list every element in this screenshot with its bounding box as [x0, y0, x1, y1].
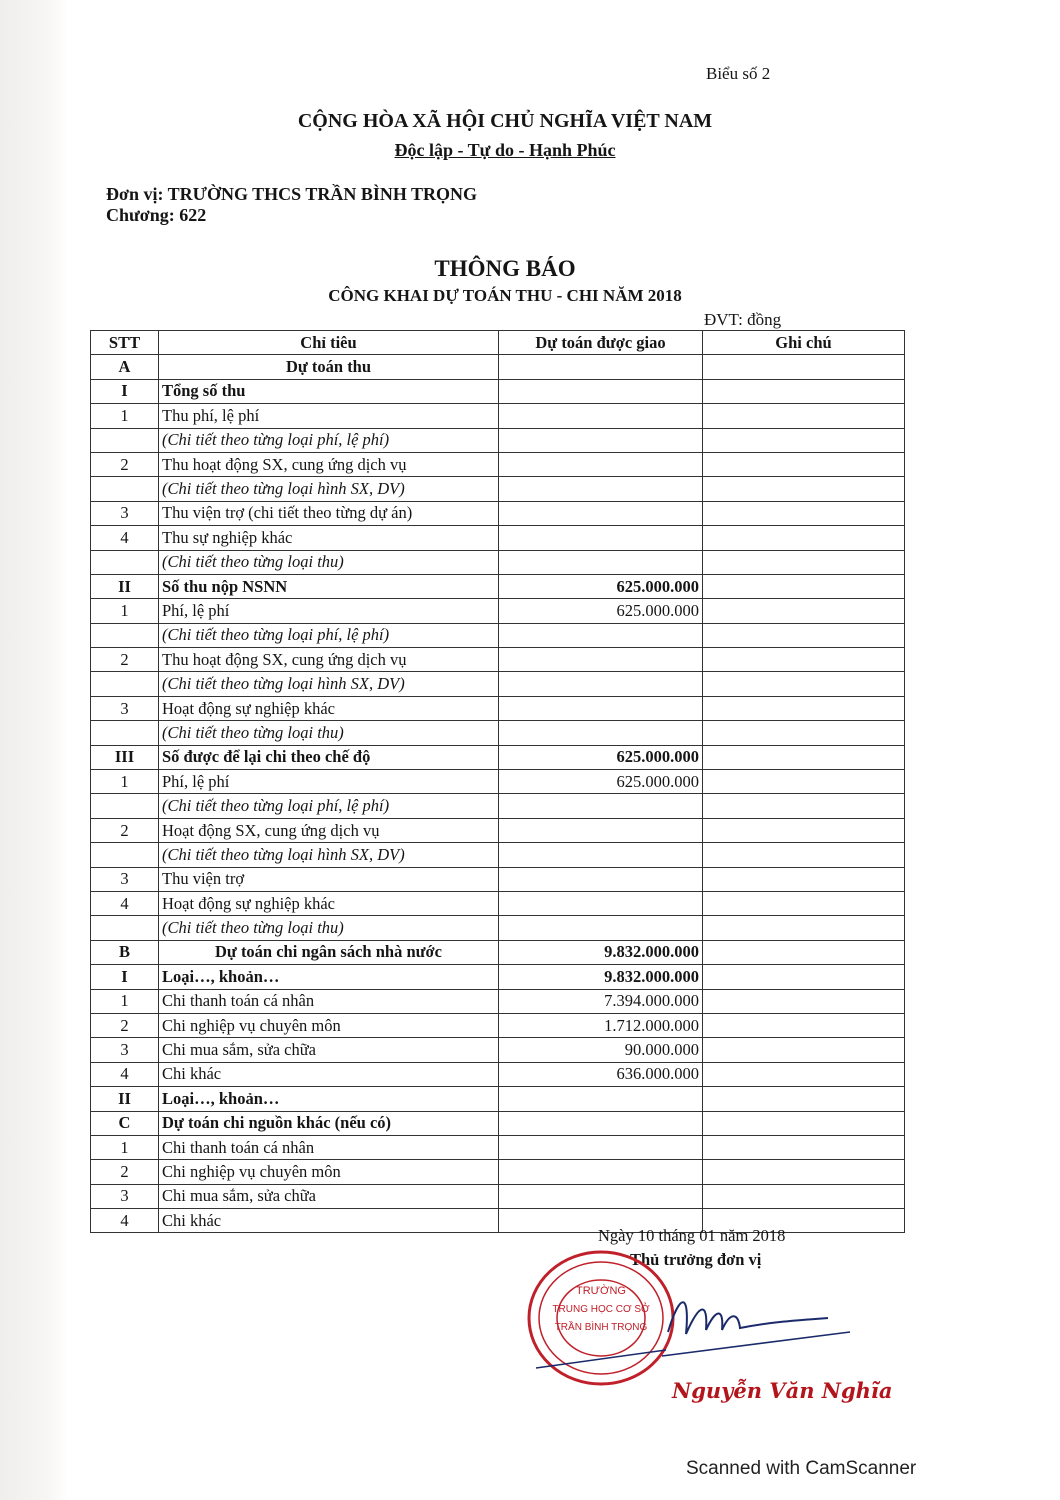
row-note — [703, 916, 905, 940]
row-item: Loại…, khoản… — [159, 1087, 499, 1111]
row-item: Thu viện trợ (chi tiết theo từng dự án) — [159, 501, 499, 525]
table-row — [91, 721, 905, 745]
row-amount — [499, 355, 703, 379]
table-row — [91, 1062, 905, 1086]
row-stt: 4 — [91, 1209, 159, 1233]
row-note — [703, 501, 905, 525]
row-stt: 3 — [91, 867, 159, 891]
table-row — [91, 770, 905, 794]
row-item: (Chi tiết theo từng loại hình SX, DV) — [159, 672, 499, 696]
column-header-item: Chỉ tiêu — [159, 331, 499, 355]
row-item: Chi mua sắm, sửa chữa — [159, 1038, 499, 1062]
currency-unit: ĐVT: đồng — [704, 310, 782, 329]
row-stt: 1 — [91, 1135, 159, 1159]
row-stt: 2 — [91, 1160, 159, 1184]
row-note — [703, 623, 905, 647]
table-row — [91, 623, 905, 647]
row-stt: 3 — [91, 1038, 159, 1062]
table-row — [91, 1135, 905, 1159]
table-row — [91, 672, 905, 696]
table-row — [91, 989, 905, 1013]
row-item: Chi thanh toán cá nhân — [159, 989, 499, 1013]
row-note — [703, 770, 905, 794]
head-of-unit-title: Thủ trưởng đơn vị — [630, 1250, 762, 1269]
row-stt: II — [91, 1087, 159, 1111]
row-stt: A — [91, 355, 159, 379]
row-item: (Chi tiết theo từng loại thu) — [159, 916, 499, 940]
scan-edge-shadow — [0, 0, 68, 1500]
row-item: Dự toán chi nguồn khác (nếu có) — [159, 1111, 499, 1135]
signer-name: Nguyễn Văn Nghĩa — [672, 1378, 893, 1403]
row-stt: C — [91, 1111, 159, 1135]
row-note — [703, 1013, 905, 1037]
row-stt: 1 — [91, 989, 159, 1013]
row-note — [703, 1111, 905, 1135]
table-row — [91, 599, 905, 623]
table-row — [91, 452, 905, 476]
row-amount — [499, 501, 703, 525]
row-amount: 625.000.000 — [499, 574, 703, 598]
row-note — [703, 1135, 905, 1159]
table-row — [91, 916, 905, 940]
row-stt: 4 — [91, 526, 159, 550]
table-row — [91, 794, 905, 818]
row-amount — [499, 648, 703, 672]
row-note — [703, 989, 905, 1013]
table-row — [91, 501, 905, 525]
row-item: Thu hoạt động SX, cung ứng dịch vụ — [159, 452, 499, 476]
row-item: Số thu nộp NSNN — [159, 574, 499, 598]
row-stt — [91, 916, 159, 940]
row-note — [703, 1184, 905, 1208]
row-amount — [499, 1135, 703, 1159]
row-note — [703, 599, 905, 623]
row-amount — [499, 477, 703, 501]
scanner-watermark: Scanned with CamScanner — [686, 1458, 917, 1479]
row-amount: 1.712.000.000 — [499, 1013, 703, 1037]
row-item: Chi khác — [159, 1062, 499, 1086]
row-item: (Chi tiết theo từng loại phí, lệ phí) — [159, 428, 499, 452]
row-note — [703, 550, 905, 574]
motto: Độc lập - Tự do - Hạnh Phúc — [394, 140, 616, 160]
row-stt: 4 — [91, 891, 159, 915]
row-item: Chi mua sắm, sửa chữa — [159, 1184, 499, 1208]
table-row — [91, 843, 905, 867]
row-item: (Chi tiết theo từng loại phí, lệ phí) — [159, 794, 499, 818]
row-stt: II — [91, 574, 159, 598]
row-item: Tổng số thu — [159, 379, 499, 403]
row-note — [703, 891, 905, 915]
row-amount: 9.832.000.000 — [499, 940, 703, 964]
row-stt — [91, 794, 159, 818]
row-stt — [91, 477, 159, 501]
row-stt: 1 — [91, 599, 159, 623]
row-amount — [499, 1087, 703, 1111]
row-stt: 3 — [91, 696, 159, 720]
column-header-amount: Dự toán được giao — [499, 331, 703, 355]
row-note — [703, 428, 905, 452]
row-note — [703, 1160, 905, 1184]
row-amount — [499, 818, 703, 842]
row-note — [703, 696, 905, 720]
handwritten-signature — [660, 1272, 860, 1362]
row-stt: 1 — [91, 770, 159, 794]
row-item: Dự toán chi ngân sách nhà nước — [159, 940, 499, 964]
row-stt: 3 — [91, 501, 159, 525]
signing-date: Ngày 10 tháng 01 năm 2018 — [598, 1226, 786, 1245]
table-header-row — [91, 331, 905, 355]
row-amount: 7.394.000.000 — [499, 989, 703, 1013]
row-amount — [499, 404, 703, 428]
row-stt: III — [91, 745, 159, 769]
nation-heading: CỘNG HÒA XÃ HỘI CHỦ NGHĨA VIỆT NAM — [297, 110, 713, 132]
table-row — [91, 1184, 905, 1208]
row-amount: 90.000.000 — [499, 1038, 703, 1062]
table-row — [91, 550, 905, 574]
row-stt — [91, 550, 159, 574]
row-note — [703, 355, 905, 379]
row-item: (Chi tiết theo từng loại thu) — [159, 721, 499, 745]
row-item: Hoạt động sự nghiệp khác — [159, 696, 499, 720]
row-stt: 4 — [91, 1062, 159, 1086]
row-stt: 1 — [91, 404, 159, 428]
row-amount: 625.000.000 — [499, 770, 703, 794]
table-row — [91, 526, 905, 550]
table-row — [91, 696, 905, 720]
row-stt: I — [91, 379, 159, 403]
row-item: Thu hoạt động SX, cung ứng dịch vụ — [159, 648, 499, 672]
row-amount — [499, 672, 703, 696]
unit-name: Đơn vị: TRƯỜNG THCS TRẦN BÌNH TRỌNG — [106, 184, 478, 204]
row-amount — [499, 1184, 703, 1208]
row-note — [703, 574, 905, 598]
table-row — [91, 355, 905, 379]
row-amount — [499, 550, 703, 574]
svg-text:TRẦN BÌNH TRỌNG: TRẦN BÌNH TRỌNG — [554, 1322, 648, 1333]
table-row — [91, 1013, 905, 1037]
row-item: Dự toán thu — [159, 355, 499, 379]
row-item: (Chi tiết theo từng loại thu) — [159, 550, 499, 574]
table-row — [91, 745, 905, 769]
row-note — [703, 745, 905, 769]
table-row — [91, 1111, 905, 1135]
row-amount — [499, 379, 703, 403]
row-stt: I — [91, 965, 159, 989]
row-amount — [499, 916, 703, 940]
form-number: Biểu số 2 — [706, 64, 771, 83]
row-amount — [499, 891, 703, 915]
svg-text:TRƯỜNG: TRƯỜNG — [576, 1285, 626, 1297]
row-amount — [499, 721, 703, 745]
row-note — [703, 477, 905, 501]
table-row — [91, 428, 905, 452]
row-stt — [91, 623, 159, 647]
table-row — [91, 648, 905, 672]
row-note — [703, 672, 905, 696]
table-row — [91, 891, 905, 915]
row-stt: B — [91, 940, 159, 964]
row-item: Chi nghiệp vụ chuyên môn — [159, 1160, 499, 1184]
row-amount: 625.000.000 — [499, 599, 703, 623]
row-note — [703, 721, 905, 745]
row-note — [703, 794, 905, 818]
row-amount — [499, 794, 703, 818]
table-row — [91, 1160, 905, 1184]
document-title: THÔNG BÁO — [434, 256, 576, 281]
row-stt: 2 — [91, 452, 159, 476]
row-note — [703, 379, 905, 403]
row-note — [703, 940, 905, 964]
row-item: Chi thanh toán cá nhân — [159, 1135, 499, 1159]
row-amount — [499, 843, 703, 867]
budget-table — [90, 330, 905, 1233]
row-item: Chi khác — [159, 1209, 499, 1233]
row-note — [703, 1062, 905, 1086]
row-amount: 636.000.000 — [499, 1062, 703, 1086]
row-stt — [91, 721, 159, 745]
row-amount — [499, 526, 703, 550]
column-header-stt: STT — [91, 331, 159, 355]
row-amount — [499, 867, 703, 891]
row-note — [703, 452, 905, 476]
row-amount: 9.832.000.000 — [499, 965, 703, 989]
row-item: Thu viện trợ — [159, 867, 499, 891]
table-row — [91, 867, 905, 891]
row-item: Phí, lệ phí — [159, 599, 499, 623]
row-note — [703, 965, 905, 989]
row-item: Loại…, khoản… — [159, 965, 499, 989]
row-item: Chi nghiệp vụ chuyên môn — [159, 1013, 499, 1037]
table-row — [91, 477, 905, 501]
table-row — [91, 818, 905, 842]
row-item: Số được để lại chi theo chế độ — [159, 745, 499, 769]
row-note — [703, 843, 905, 867]
row-item: (Chi tiết theo từng loại hình SX, DV) — [159, 843, 499, 867]
table-row — [91, 404, 905, 428]
table-row — [91, 1038, 905, 1062]
row-amount: 625.000.000 — [499, 745, 703, 769]
row-note — [703, 818, 905, 842]
row-note — [703, 1038, 905, 1062]
row-note — [703, 648, 905, 672]
chapter-code: Chương: 622 — [106, 205, 207, 225]
table-row — [91, 379, 905, 403]
row-stt: 3 — [91, 1184, 159, 1208]
row-amount — [499, 452, 703, 476]
row-item: Phí, lệ phí — [159, 770, 499, 794]
budget-table-body — [91, 355, 905, 1233]
table-row — [91, 965, 905, 989]
row-stt — [91, 672, 159, 696]
row-amount — [499, 1160, 703, 1184]
row-item: Hoạt động SX, cung ứng dịch vụ — [159, 818, 499, 842]
row-item: (Chi tiết theo từng loại hình SX, DV) — [159, 477, 499, 501]
row-amount — [499, 696, 703, 720]
svg-text:TRUNG HỌC CƠ SỞ: TRUNG HỌC CƠ SỞ — [552, 1304, 650, 1315]
row-note — [703, 1087, 905, 1111]
row-stt: 2 — [91, 648, 159, 672]
row-note — [703, 526, 905, 550]
table-row — [91, 574, 905, 598]
document-subtitle: CÔNG KHAI DỰ TOÁN THU - CHI NĂM 2018 — [328, 286, 682, 305]
row-note — [703, 867, 905, 891]
table-row — [91, 940, 905, 964]
row-item: Hoạt động sự nghiệp khác — [159, 891, 499, 915]
row-stt: 2 — [91, 1013, 159, 1037]
row-amount — [499, 623, 703, 647]
row-note — [703, 404, 905, 428]
row-amount — [499, 428, 703, 452]
row-item: Thu sự nghiệp khác — [159, 526, 499, 550]
row-stt: 2 — [91, 818, 159, 842]
column-header-note: Ghi chú — [703, 331, 905, 355]
row-amount — [499, 1111, 703, 1135]
row-item: Thu phí, lệ phí — [159, 404, 499, 428]
row-item: (Chi tiết theo từng loại phí, lệ phí) — [159, 623, 499, 647]
row-stt — [91, 428, 159, 452]
table-row — [91, 1087, 905, 1111]
row-stt — [91, 843, 159, 867]
